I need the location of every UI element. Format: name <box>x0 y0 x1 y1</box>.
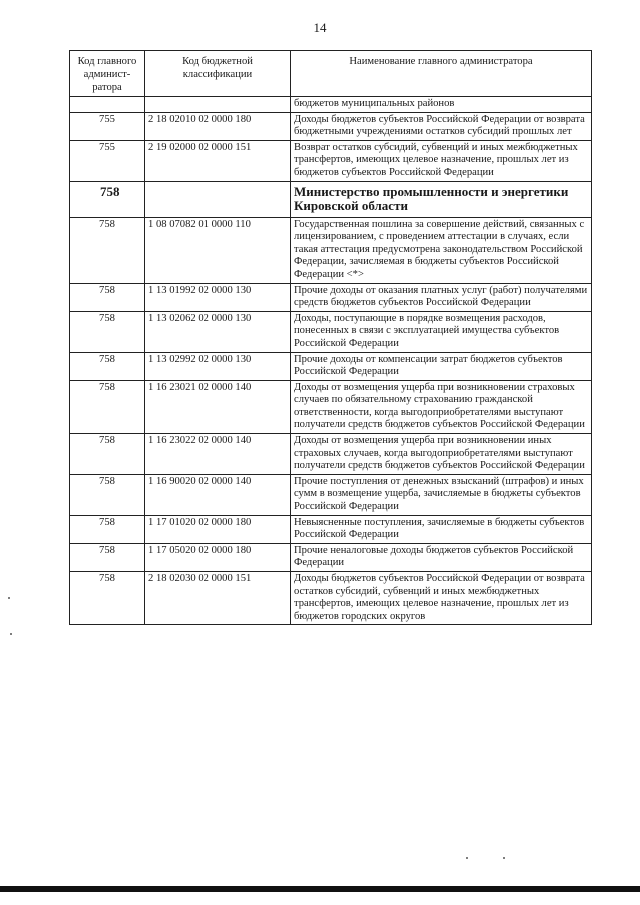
table-row <box>70 515 592 543</box>
header-admin-code: Код главного админист-ратора <box>70 51 145 97</box>
budget-code-cell: 1 17 05020 02 0000 180 <box>145 543 291 571</box>
scan-speck <box>503 857 505 859</box>
table-row <box>70 311 592 352</box>
budget-code-cell: 1 13 01992 02 0000 130 <box>145 283 291 311</box>
budget-code-cell: 1 16 23022 02 0000 140 <box>145 434 291 475</box>
table-row <box>70 352 592 380</box>
table-row <box>70 112 592 140</box>
admin-code-cell: 758 <box>70 515 145 543</box>
admin-code-cell: 758 <box>70 434 145 475</box>
table-row <box>70 97 592 113</box>
admin-name-cell: Прочие поступления от денежных взысканий (штрафов) и иных сумм в возмещение ущерба, зачисляемые в бюджеты субъектов Российской Федерации <box>291 474 592 515</box>
admin-name-cell: Доходы бюджетов субъектов Российской Федерации от возврата остатков субсидий, субвенций и иных межбюджетных трансфертов, имеющих целевое назначение, прошлых лет из бюджетов городских округов <box>291 572 592 625</box>
header-budget-code: Код бюджетной классификации <box>145 51 291 97</box>
table-row <box>70 543 592 571</box>
admin-name-cell: Доходы, поступающие в порядке возмещения расходов, понесенных в связи с эксплуатацией имущества субъектов Российской Федерации <box>291 311 592 352</box>
admin-code-cell: 758 <box>70 283 145 311</box>
budget-code-cell: 2 18 02010 02 0000 180 <box>145 112 291 140</box>
admin-name-cell: Доходы бюджетов субъектов Российской Федерации от возврата бюджетными учреждениями остатков субсидий прошлых лет <box>291 112 592 140</box>
scan-speck <box>466 857 468 859</box>
revenue-administrators-table <box>69 50 592 625</box>
budget-code-cell: 1 08 07082 01 0000 110 <box>145 217 291 283</box>
admin-name-cell: Государственная пошлина за совершение действий, связанных с лицензированием, с проведением аттестации в случаях, если такая аттестация предусмотрена законодательством Российской Федерации, зачисляемая в бюджеты субъектов Российской Федерации <*> <box>291 217 592 283</box>
header-admin-name: Наименование главного администратора <box>291 51 592 97</box>
admin-code-cell: 758 <box>70 380 145 433</box>
admin-code-cell: 758 <box>70 217 145 283</box>
table-body <box>70 97 592 625</box>
table-section-heading-row <box>70 181 592 217</box>
admin-code-cell: 758 <box>70 311 145 352</box>
admin-code-cell: 758 <box>70 352 145 380</box>
scan-speck <box>10 633 12 635</box>
admin-code-cell: 758 <box>70 572 145 625</box>
table-row <box>70 140 592 181</box>
budget-code-cell <box>145 181 291 217</box>
budget-code-cell: 1 13 02992 02 0000 130 <box>145 352 291 380</box>
table-row <box>70 283 592 311</box>
table-row <box>70 474 592 515</box>
table-row <box>70 380 592 433</box>
table-row <box>70 434 592 475</box>
scan-speck <box>8 597 10 599</box>
admin-code-cell <box>70 97 145 113</box>
budget-code-cell: 1 17 01020 02 0000 180 <box>145 515 291 543</box>
admin-code-cell: 758 <box>70 181 145 217</box>
admin-code-cell: 755 <box>70 140 145 181</box>
page-number: 14 <box>313 20 327 35</box>
table-row <box>70 217 592 283</box>
admin-code-cell: 758 <box>70 543 145 571</box>
admin-name-cell: Доходы от возмещения ущерба при возникновении иных страховых случаев, когда выгодоприобретателями выступают получатели средств бюджетов субъектов Российской Федерации <box>291 434 592 475</box>
admin-code-cell: 755 <box>70 112 145 140</box>
budget-code-cell: 2 19 02000 02 0000 151 <box>145 140 291 181</box>
admin-code-cell: 758 <box>70 474 145 515</box>
budget-code-cell <box>145 97 291 113</box>
budget-code-cell: 1 13 02062 02 0000 130 <box>145 311 291 352</box>
admin-name-cell: бюджетов муниципальных районов <box>291 97 592 113</box>
admin-name-cell: Прочие доходы от оказания платных услуг (работ) получателями средств бюджетов субъектов Российской Федерации <box>291 283 592 311</box>
page-bottom-border <box>0 886 640 892</box>
admin-name-cell: Министерство промышленности и энергетики Кировской области <box>291 181 592 217</box>
table-row <box>70 572 592 625</box>
admin-name-cell: Невыясненные поступления, зачисляемые в бюджеты субъектов Российской Федерации <box>291 515 592 543</box>
admin-name-cell: Доходы от возмещения ущерба при возникновении страховых случаев по обязательному страхованию гражданской ответственности, когда выгодоприобретателями выступают получатели средств бюджетов субъектов Российской Федерации <box>291 380 592 433</box>
table-header-row <box>70 51 592 97</box>
budget-code-cell: 1 16 90020 02 0000 140 <box>145 474 291 515</box>
budget-code-cell: 2 18 02030 02 0000 151 <box>145 572 291 625</box>
budget-code-cell: 1 16 23021 02 0000 140 <box>145 380 291 433</box>
admin-name-cell: Возврат остатков субсидий, субвенций и иных межбюджетных трансфертов, имеющих целевое назначение, прошлых лет из бюджетов субъектов Российской Федерации <box>291 140 592 181</box>
admin-name-cell: Прочие доходы от компенсации затрат бюджетов субъектов Российской Федерации <box>291 352 592 380</box>
admin-name-cell: Прочие неналоговые доходы бюджетов субъектов Российской Федерации <box>291 543 592 571</box>
